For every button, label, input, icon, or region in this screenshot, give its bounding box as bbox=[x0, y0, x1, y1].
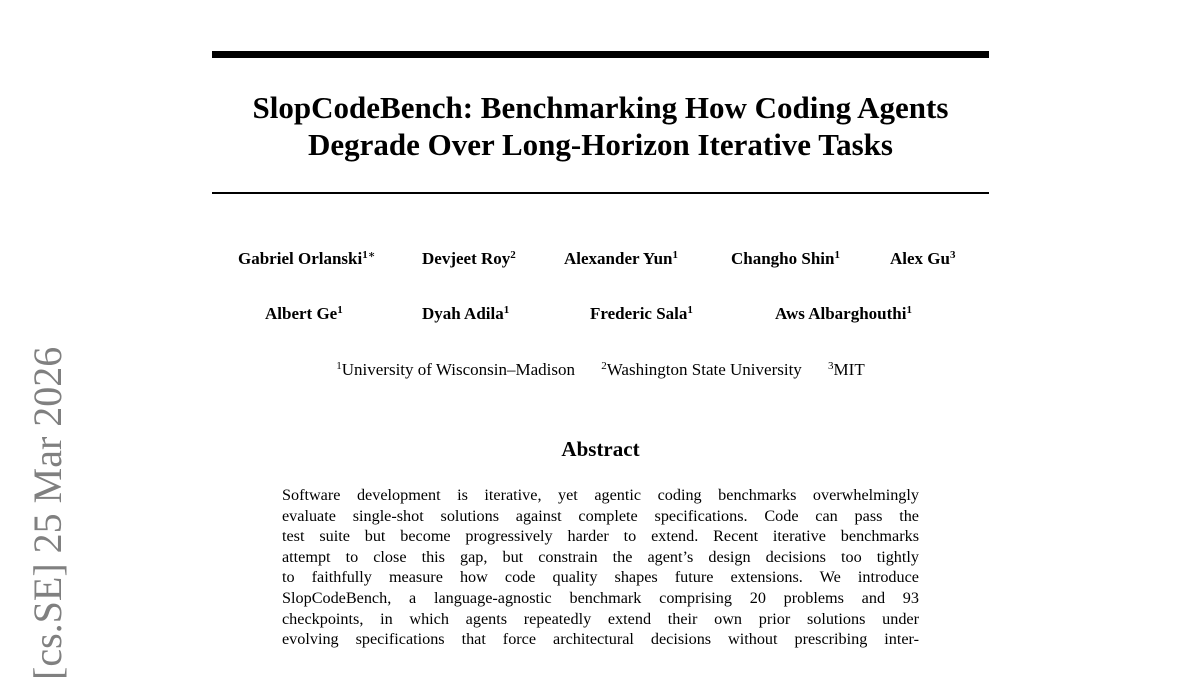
title-line: SlopCodeBench: Benchmarking How Coding Agents bbox=[252, 90, 949, 125]
author-name: Albert Ge bbox=[265, 304, 338, 323]
title-rule bbox=[212, 192, 989, 194]
affiliation bbox=[601, 360, 802, 379]
author bbox=[890, 248, 955, 270]
author bbox=[422, 248, 516, 270]
affiliation-mark: 3 bbox=[828, 360, 834, 372]
author-name: Frederic Sala bbox=[590, 304, 688, 323]
affiliation-name: University of Wisconsin–Madison bbox=[341, 360, 575, 379]
author-affiliation-mark: 2 bbox=[510, 249, 516, 261]
author-name: Changho Shin bbox=[731, 249, 835, 268]
author-row-1 bbox=[212, 248, 989, 270]
author-name: Dyah Adila bbox=[422, 304, 504, 323]
author-affiliation-mark: 1 bbox=[906, 304, 912, 316]
author-affiliation-mark: 3 bbox=[949, 249, 956, 261]
author-name: Alex Gu bbox=[890, 249, 950, 268]
author bbox=[775, 303, 912, 325]
author bbox=[422, 303, 509, 325]
author-affiliation-mark: 1 bbox=[834, 249, 840, 261]
affiliation bbox=[336, 360, 575, 379]
author-affiliation-mark: 1 bbox=[503, 304, 510, 316]
title-line: Degrade Over Long-Horizon Iterative Tasks bbox=[308, 127, 893, 162]
author-name: Aws Albarghouthi bbox=[775, 304, 907, 323]
abstract-line: Software development is iterative, yet agentic coding benchmarks overwhelmingly bbox=[282, 486, 919, 504]
author-affiliation-mark: 1 bbox=[672, 249, 678, 261]
abstract-line: to faithfully measure how code quality shapes future extensions. We introduce bbox=[282, 568, 919, 587]
abstract-line: test suite but become progressively harder to extend. Recent iterative benchmarks bbox=[282, 527, 919, 546]
author bbox=[238, 248, 375, 270]
author-name: Devjeet Roy bbox=[422, 249, 511, 268]
affiliations bbox=[212, 359, 989, 381]
top-rule bbox=[212, 51, 989, 58]
abstract-body bbox=[282, 485, 919, 650]
author-affiliation-mark: 1∗ bbox=[362, 249, 376, 261]
author-name: Alexander Yun bbox=[564, 249, 673, 268]
affiliation-mark: 1 bbox=[336, 360, 342, 372]
affiliation-name: MIT bbox=[833, 360, 865, 379]
abstract-heading: Abstract bbox=[561, 437, 640, 461]
arxiv-stamp: [cs.SE] 25 Mar 2026 bbox=[25, 346, 70, 680]
paper-title bbox=[212, 89, 989, 163]
author bbox=[731, 248, 840, 270]
abstract-line: checkpoints, in which agents repeatedly extend their own prior solutions under bbox=[282, 609, 919, 628]
author bbox=[590, 303, 693, 325]
author-affiliation-mark: 1 bbox=[687, 304, 693, 316]
affiliation-name: Washington State University bbox=[606, 360, 802, 379]
abstract-line: attempt to close this gap, but constrain the agent’s design decisions too tightly bbox=[282, 547, 919, 566]
abstract-line: evaluate single-shot solutions against complete specifications. Code can pass the bbox=[282, 506, 919, 525]
author-name: Gabriel Orlanski bbox=[238, 249, 363, 268]
abstract-line: evolving specifications that force architectural decisions without prescribing inter- bbox=[282, 630, 919, 649]
author bbox=[265, 303, 343, 325]
author-row-2 bbox=[212, 303, 989, 325]
author-affiliation-mark: 1 bbox=[337, 304, 343, 316]
author bbox=[564, 248, 678, 270]
abstract-line: SlopCodeBench, a language-agnostic benchmark comprising 20 problems and 93 bbox=[282, 588, 919, 607]
affiliation-mark: 2 bbox=[601, 360, 607, 372]
affiliation bbox=[828, 360, 865, 379]
